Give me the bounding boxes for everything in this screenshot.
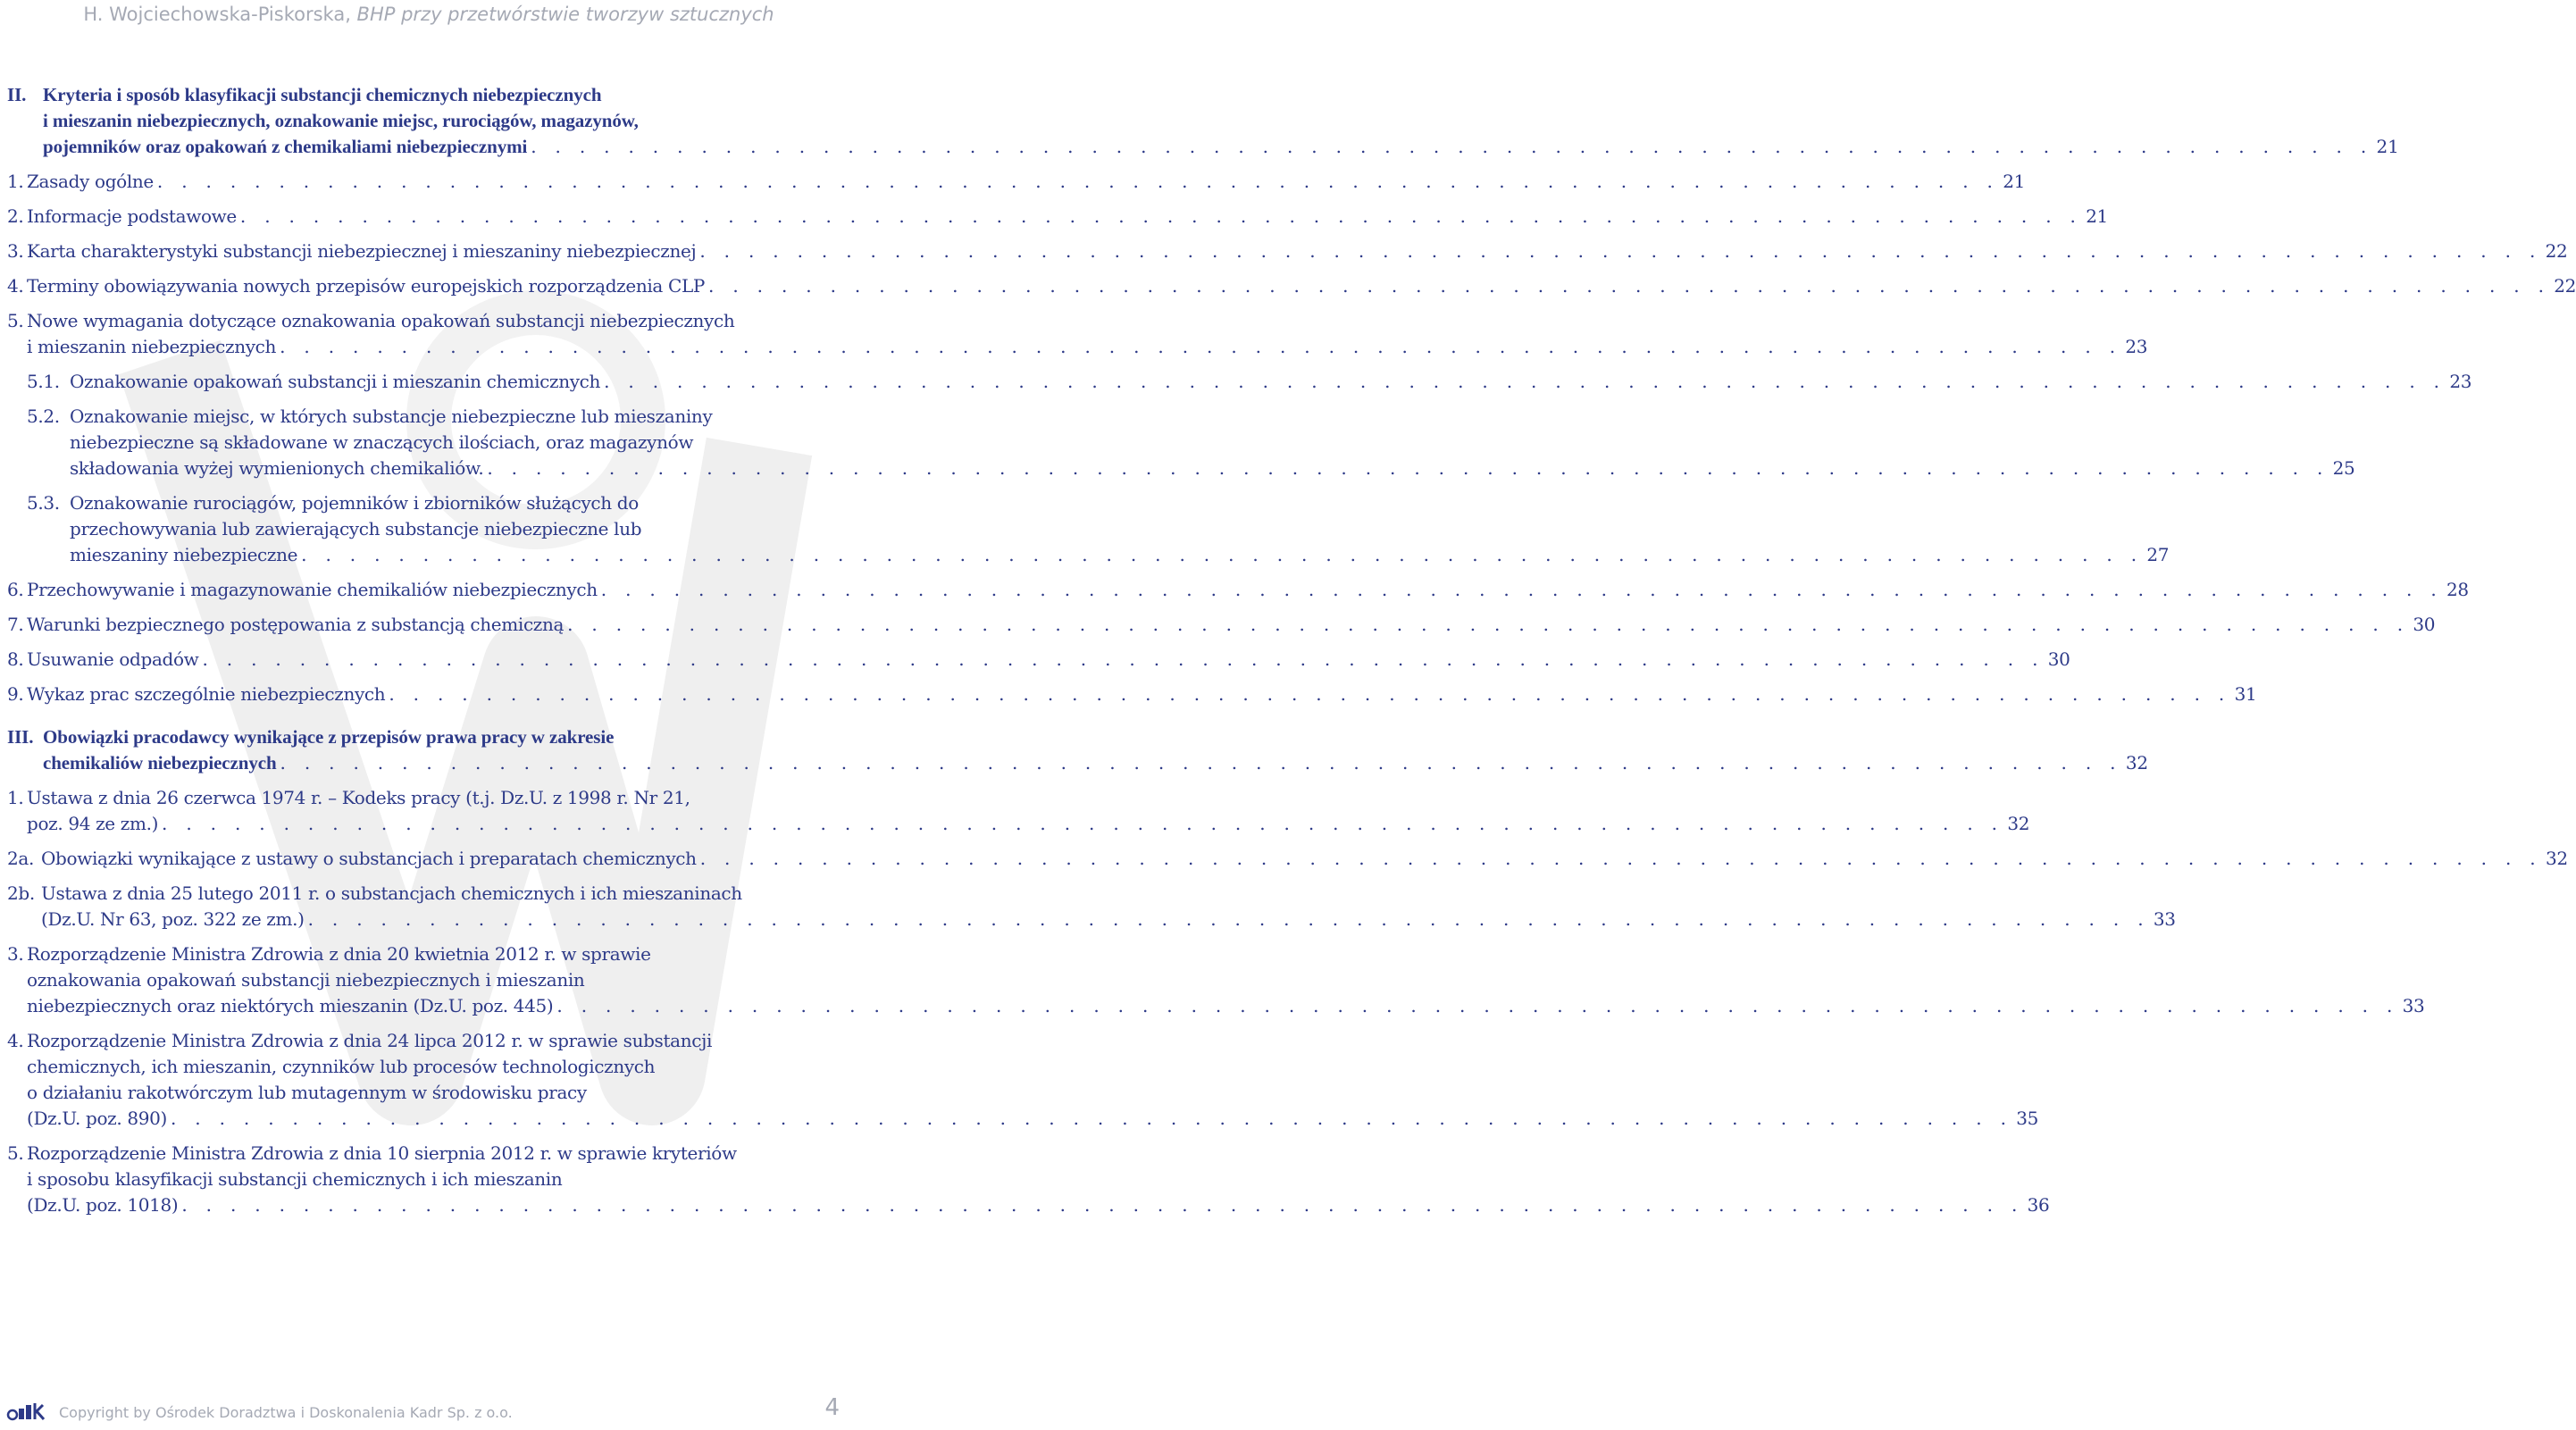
toc-entry-text: Oznakowanie opakowań substancji i mieszanin chemicznych	[70, 371, 601, 392]
toc-page-number: 33	[2402, 995, 2425, 1016]
toc-page-number: 21	[2376, 136, 2399, 157]
header-author: H. Wojciechowska-Piskorska,	[83, 4, 357, 25]
toc-entry-number: 9.	[7, 683, 24, 705]
page-footer	[7, 1385, 840, 1421]
dot-leader: . . . . . . . . . . . . . . . . . . . . . . . . . . . . . . . . . . . . . . . . . . . . . . . . . . . . . . . . . . . . . . . . . . . . . . . . . . . .	[556, 995, 2399, 1016]
toc-page-number: 35	[2016, 1108, 2038, 1129]
toc-entry-text: składowania wyżej wymienionych chemikaliów.	[70, 457, 484, 479]
toc-entry-text: Oznakowanie miejsc, w których substancje niebezpieczne lub mieszaniny	[70, 406, 713, 427]
toc-entry-text: o działaniu rakotwórczym lub mutagennym w środowisku pracy	[27, 1082, 587, 1103]
toc-page-number: 32	[2125, 752, 2149, 774]
toc-entry[interactable]	[7, 308, 2148, 360]
toc-entry-text: Obowiązki pracodawcy wynikające z przepisów prawa pracy w zakresie	[43, 726, 615, 748]
toc-entry-text: Przechowywanie i magazynowanie chemikaliów niebezpiecznych	[27, 579, 598, 600]
toc-entry-number: 5.1.	[27, 371, 60, 392]
toc-entry[interactable]	[7, 1028, 2038, 1132]
dot-leader: . . . . . . . . . . . . . . . . . . . . . . . . . . . . . . . . . . . . . . . . . . . . . . . . . . . . . . . . . . . . . . . . . . . . . . . . . . . .	[239, 205, 2083, 227]
toc-entry-text: Wykaz prac szczególnie niebezpiecznych	[27, 683, 386, 705]
toc-entry-number: 5.2.	[27, 406, 60, 427]
toc-entry[interactable]	[7, 404, 2355, 481]
toc-entry[interactable]	[7, 238, 2568, 264]
toc-entry-text: Ustawa z dnia 25 lutego 2011 r. o substancjach chemicznych i ich mieszaninach	[41, 882, 742, 904]
dot-leader: . . . . . . . . . . . . . . . . . . . . . . . . . . . . . . . . . . . . . . . . . . . . . . . . . . . . . . . . . . . . . . . . . . . . . . . . . . . .	[699, 848, 2542, 869]
toc-entry[interactable]	[7, 369, 2472, 395]
toc-entry-text: i mieszanin niebezpiecznych	[27, 336, 277, 357]
toc-entry-text: Ustawa z dnia 26 czerwca 1974 r. – Kodeks pracy (t.j. Dz.U. z 1998 r. Nr 21,	[27, 787, 690, 808]
toc-entry-text: (Dz.U. poz. 890)	[27, 1108, 167, 1129]
toc-entry-text: i sposobu klasyfikacji substancji chemicznych i ich mieszanin	[27, 1168, 563, 1190]
toc-entry-number: 3.	[7, 943, 24, 965]
toc-entry-number: 2b.	[7, 882, 35, 904]
toc-page-number: 27	[2146, 544, 2170, 565]
header-book-title: BHP przy przetwórstwie tworzyw sztucznych	[356, 4, 774, 25]
toc-entry-number: 7.	[7, 614, 24, 635]
toc-entry-number: 4.	[7, 275, 24, 297]
dot-leader: . . . . . . . . . . . . . . . . . . . . . . . . . . . . . . . . . . . . . . . . . . . . . . . . . . . . . . . . . . . . . . . . . . . . . . . . . . . .	[604, 371, 2446, 392]
toc-entry-text: Rozporządzenie Ministra Zdrowia z dnia 10 sierpnia 2012 r. w sprawie kryteriów	[27, 1142, 737, 1164]
toc-entry-number: II.	[7, 84, 27, 105]
toc-entry[interactable]	[7, 682, 2257, 707]
toc-entry[interactable]	[7, 612, 2436, 638]
toc-page-number: 22	[2554, 275, 2576, 297]
toc-entry[interactable]	[7, 204, 2108, 230]
toc-entry-text: oznakowania opakowań substancji niebezpiecznych i mieszanin	[27, 969, 585, 991]
toc-entry-number: 5.	[7, 310, 24, 331]
dot-leader: . . . . . . . . . . . . . . . . . . . . . . . . . . . . . . . . . . . . . . . . . . . . . . . . . . . . . . . . . . . . . . . . . . . . . . . . . . . .	[301, 544, 2144, 565]
section-gap	[7, 716, 836, 724]
toc-entry-number: 6.	[7, 579, 24, 600]
dot-leader: . . . . . . . . . . . . . . . . . . . . . . . . . . . . . . . . . . . . . . . . . . . . . . . . . . . . . . . . . . . . . . . . . . . . . . . . . . . .	[162, 813, 2004, 834]
toc-entry[interactable]	[7, 577, 2469, 603]
dot-leader: . . . . . . . . . . . . . . . . . . . . . . . . . . . . . . . . . . . . . . . . . . . . . . . . . . . . . . . . . . . . . . . . . . . . . . . . . . . .	[699, 240, 2542, 262]
toc-entry-text: Usuwanie odpadów	[27, 648, 199, 670]
dot-leader: . . . . . . . . . . . . . . . . . . . . . . . . . . . . . . . . . . . . . . . . . . . . . . . . . . . . . . . . . . . . . . . . . . . . . . . . . . . .	[708, 275, 2551, 297]
toc-page-number: 23	[2449, 371, 2472, 392]
toc-entry-text: Karta charakterystyki substancji niebezpiecznej i mieszaniny niebezpiecznej	[27, 240, 697, 262]
toc-entry[interactable]	[7, 1141, 2050, 1218]
toc-entry-text: (Dz.U. Nr 63, poz. 322 ze zm.)	[41, 908, 305, 930]
dot-leader: . . . . . . . . . . . . . . . . . . . . . . . . . . . . . . . . . . . . . . . . . . . . . . . . . . . . . . . . . . . . . . . . . . . . . . . . . . . .	[307, 908, 2150, 930]
toc-entry-text: (Dz.U. poz. 1018)	[27, 1194, 179, 1216]
copyright-text: Copyright by Ośrodek Doradztwa i Doskonalenia Kadr Sp. z o.o.	[59, 1404, 513, 1421]
toc-page-number: 32	[2007, 813, 2030, 834]
publisher-logo	[7, 1400, 46, 1421]
toc-entry[interactable]	[7, 881, 2176, 932]
toc-entry[interactable]	[7, 169, 2025, 195]
toc-entry-text: i mieszanin niebezpiecznych, oznakowanie miejsc, rurociągów, magazynów,	[43, 110, 639, 131]
dot-leader: . . . . . . . . . . . . . . . . . . . . . . . . . . . . . . . . . . . . . . . . . . . . . . . . . . . . . . . . . . . . . . . . . . . . . . . . . . . .	[280, 752, 2122, 774]
dot-leader: . . . . . . . . . . . . . . . . . . . . . . . . . . . . . . . . . . . . . . . . . . . . . . . . . . . . . . . . . . . . . . . . . . . . . . . . . . . .	[600, 579, 2444, 600]
dot-leader: . . . . . . . . . . . . . . . . . . . . . . . . . . . . . . . . . . . . . . . . . . . . . . . . . . . . . . . . . . . . . . . . . . . . . . . . . . . .	[156, 171, 2000, 192]
toc-entry[interactable]	[7, 785, 2030, 837]
toc-entry-text: niebezpieczne są składowane w znaczących ilościach, oraz magazynów	[70, 431, 694, 453]
toc-entry-text: Warunki bezpiecznego postępowania z substancją chemiczną	[27, 614, 565, 635]
toc-entry[interactable]	[7, 941, 2425, 1019]
toc-page-number: 33	[2153, 908, 2176, 930]
toc-entry-text: Terminy obowiązywania nowych przepisów europejskich rozporządzenia CLP	[27, 275, 705, 297]
toc-page-number: 32	[2545, 848, 2568, 869]
running-header	[0, 4, 857, 25]
toc-entry-text: pojemników oraz opakowań z chemikaliami niebezpiecznymi	[43, 136, 528, 157]
toc-entry-number: 4.	[7, 1030, 24, 1051]
toc-page-number: 30	[2413, 614, 2436, 635]
toc-page-number: 31	[2234, 683, 2257, 705]
toc-entry-number: 5.	[7, 1142, 24, 1164]
toc-entry-text: chemikaliów niebezpiecznych	[43, 752, 277, 774]
toc-entry-text: Obowiązki wynikające z ustawy o substancjach i preparatach chemicznych	[41, 848, 697, 869]
toc-entry[interactable]	[7, 846, 2568, 872]
toc-page-number: 22	[2545, 240, 2568, 262]
toc-entry-text: Zasady ogólne	[27, 171, 154, 192]
toc-entry-number: 2a.	[7, 848, 34, 869]
dot-leader: . . . . . . . . . . . . . . . . . . . . . . . . . . . . . . . . . . . . . . . . . . . . . . . . . . . . . . . . . . . . . . . . . . . . . . . . . . . .	[567, 614, 2410, 635]
toc-entry-number: 2.	[7, 205, 24, 227]
dot-leader: . . . . . . . . . . . . . . . . . . . . . . . . . . . . . . . . . . . . . . . . . . . . . . . . . . . . . . . . . . . . . . . . . . . . . . . . . . . .	[181, 1194, 2024, 1216]
toc-page-number: 28	[2446, 579, 2469, 600]
dot-leader: . . . . . . . . . . . . . . . . . . . . . . . . . . . . . . . . . . . . . . . . . . . . . . . . . . . . . . . . . . . . . . . . . . . . . . . . . . . .	[389, 683, 2231, 705]
toc-entry-text: chemicznych, ich mieszanin, czynników lub procesów technologicznych	[27, 1056, 656, 1077]
dot-leader: . . . . . . . . . . . . . . . . . . . . . . . . . . . . . . . . . . . . . . . . . . . . . . . . . . . . . . . . . . . . . . . . . . . . . . . . . . . .	[487, 457, 2329, 479]
toc-entry-text: mieszaniny niebezpieczne	[70, 544, 298, 565]
toc-entry-text: Oznakowanie rurociągów, pojemników i zbiorników służących do	[70, 492, 639, 514]
dot-leader: . . . . . . . . . . . . . . . . . . . . . . . . . . . . . . . . . . . . . . . . . . . . . . . . . . . . . . . . . . . . . . . . . . . . . . . . . . . .	[202, 648, 2045, 670]
toc-entry[interactable]	[7, 647, 2070, 673]
page-number: 4	[824, 1394, 840, 1421]
toc-entry-text: Rozporządzenie Ministra Zdrowia z dnia 24 lipca 2012 r. w sprawie substancji	[27, 1030, 713, 1051]
toc-entry[interactable]	[7, 490, 2170, 568]
toc-page-number: 30	[2047, 648, 2070, 670]
table-of-contents	[7, 82, 2576, 1227]
toc-section[interactable]	[7, 724, 2149, 776]
toc-entry-number: 3.	[7, 240, 24, 262]
toc-page-number: 21	[2086, 205, 2108, 227]
dot-leader: . . . . . . . . . . . . . . . . . . . . . . . . . . . . . . . . . . . . . . . . . . . . . . . . . . . . . . . . . . . . . . . . . . . . . . . . . . . .	[280, 336, 2122, 357]
toc-entry-number: 5.3.	[27, 492, 60, 514]
toc-entry-text: poz. 94 ze zm.)	[27, 813, 159, 834]
toc-entry-text: Informacje podstawowe	[27, 205, 237, 227]
toc-section[interactable]	[7, 82, 2399, 160]
toc-entry-number: III.	[7, 726, 34, 748]
dot-leader: . . . . . . . . . . . . . . . . . . . . . . . . . . . . . . . . . . . . . . . . . . . . . . . . . . . . . . . . . . . . . . . . . . . . . . . . . . . .	[531, 136, 2373, 157]
toc-entry-text: przechowywania lub zawierających substancje niebezpieczne lub	[70, 518, 642, 539]
toc-entry[interactable]	[7, 273, 2576, 299]
toc-entry-number: 8.	[7, 648, 24, 670]
toc-entry-number: 1.	[7, 171, 24, 192]
toc-page-number: 21	[2003, 171, 2025, 192]
dot-leader: . . . . . . . . . . . . . . . . . . . . . . . . . . . . . . . . . . . . . . . . . . . . . . . . . . . . . . . . . . . . . . . . . . . . . . . . . . . .	[170, 1108, 2013, 1129]
toc-entry-text: Kryteria i sposób klasyfikacji substancji chemicznych niebezpiecznych	[43, 84, 602, 105]
toc-page-number: 25	[2332, 457, 2355, 479]
toc-page-number: 36	[2027, 1194, 2050, 1216]
toc-entry-text: niebezpiecznych oraz niektórych mieszanin (Dz.U. poz. 445)	[27, 995, 554, 1016]
toc-entry-text: Nowe wymagania dotyczące oznakowania opakowań substancji niebezpiecznych	[27, 310, 735, 331]
toc-entry-number: 1.	[7, 787, 24, 808]
toc-page-number: 23	[2125, 336, 2148, 357]
toc-entry-text: Rozporządzenie Ministra Zdrowia z dnia 20 kwietnia 2012 r. w sprawie	[27, 943, 651, 965]
